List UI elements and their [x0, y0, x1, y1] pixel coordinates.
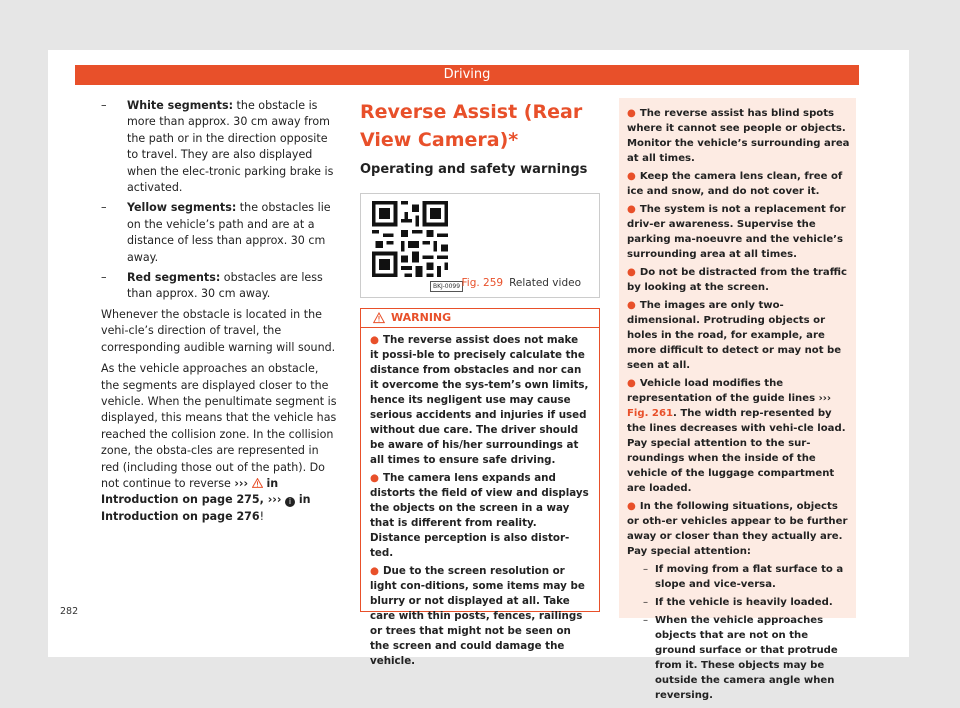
warning-text: The camera lens expands and distorts the field of view and displays the objects on the screen in a way that is different from reality. Distance perception is also distor-ted. [370, 472, 589, 559]
warning-box [360, 308, 600, 667]
warning-text: In the following situations, objects or oth-er vehicles appear to be further away or closer than they actually are. Pay special attention: [627, 501, 848, 557]
list-item [627, 169, 850, 199]
segment-label: White segments: [127, 99, 234, 112]
sub-item-text: If the vehicle is heavily loaded. [655, 597, 833, 608]
bullet: ● [370, 565, 379, 577]
column-left [101, 98, 337, 530]
page-reference[interactable]: in Introduction on page 276 [101, 493, 311, 523]
segment-text: the obstacles lie on the vehicle’s path and are at a distance of less than approx. 30 cm away. [127, 201, 331, 264]
bullet: ● [370, 334, 379, 346]
bullet: ● [370, 472, 379, 484]
warning-header [361, 309, 599, 328]
sub-item-text: When the vehicle approaches objects that are not on the ground surface or that protrude from it. These objects may be outside the camera angle when reversing. [655, 615, 838, 701]
warning-text: Do not be distracted from the traffic by looking at the screen. [627, 267, 847, 293]
warning-icon [252, 478, 263, 488]
figure-link[interactable]: Fig. 261 [627, 408, 673, 419]
section-subtitle: Operating and safety warnings [360, 162, 588, 177]
figure-number: Fig. 259 [461, 277, 504, 289]
list-item [370, 471, 590, 561]
figure-caption-text: Related video [509, 277, 581, 289]
bullet: ● [627, 204, 636, 215]
bullet: ● [627, 300, 636, 311]
list-item [370, 564, 590, 669]
warning-title: WARNING [391, 311, 452, 324]
list-item [101, 200, 337, 266]
segment-text: the obstacle is more than approx. 30 cm away from the path or in the direction opposite to travel. They are also displayed when the elec-tronic parking brake is activated. [127, 99, 334, 195]
list-item [627, 499, 850, 559]
bullet: ● [627, 267, 636, 278]
ref-arrows: ››› [818, 393, 832, 404]
column-middle [360, 98, 600, 667]
warning-text: Keep the camera lens clean, free of ice and snow, and do not cover it. [627, 171, 843, 197]
page-number: 282 [60, 606, 79, 617]
section-title: Reverse Assist (Rear View Camera)* [360, 101, 583, 151]
punctuation: ! [259, 509, 265, 523]
bullet: ● [627, 378, 636, 389]
list-item [627, 265, 850, 295]
page-header: Driving [75, 65, 859, 85]
list-item [627, 202, 850, 262]
list-item [370, 333, 590, 468]
ref-arrows: ››› [267, 493, 282, 507]
sub-list-item [627, 613, 850, 703]
figure-caption [462, 277, 581, 289]
warning-text: The system is not a replacement for driv-er awareness. Supervise the parking ma-noeuvre and the vehicle’s surrounding area at all times. [627, 204, 846, 260]
dash: – [101, 99, 107, 112]
dash: – [643, 597, 649, 608]
list-item [627, 376, 850, 496]
sub-list-item [627, 562, 850, 592]
warning-continuation [619, 98, 856, 701]
warning-text: The images are only two-dimensional. Protruding objects or holes in the road, for example, are more difficult to detect or may not be seen at all. [627, 300, 842, 371]
segment-text: obstacles are less than approx. 30 cm away. [127, 271, 323, 301]
list-item [101, 270, 337, 303]
paragraph: Whenever the obstacle is located in the vehi-cle’s direction of travel, the corresponding audible warning will sound. [101, 307, 336, 354]
dash: – [101, 201, 107, 215]
paragraph [101, 361, 337, 525]
dash: – [101, 271, 107, 285]
segment-label: Red segments: [127, 271, 221, 285]
dash: – [643, 564, 649, 575]
sub-item-text: If moving from a flat surface to a slope and vice-versa. [655, 564, 844, 590]
list-item [627, 298, 850, 373]
warning-text: The reverse assist does not make it possi-ble to precisely calculate the distance from obstacles and nor can it overcome the sys-tem’s own limits, hence its negligent use may cause serious accidents and injuries if used without due care. The driver should be aware of his/her surroundings at all times to ensure safe driving. [370, 334, 589, 466]
paragraph-text: As the vehicle approaches an obstacle, the segments are displayed closer to the vehicle. When the penultimate segment is displayed, this means that the vehicle has reached the collision zone. In the collision zone, the obsta-cles are represented in red (including those out of the path). Do not continue to reverse [101, 362, 337, 490]
qr-code-icon[interactable] [372, 201, 448, 277]
bullet: ● [627, 108, 636, 119]
bullet: ● [627, 501, 636, 512]
list-item [627, 106, 850, 166]
bullet: ● [627, 171, 636, 182]
sub-list-item [627, 595, 850, 610]
warning-text: Due to the screen resolution or light con-ditions, some items may be blurry or not displayed at all. Take care with thin posts, fences, railings or trees that might not be seen on the screen and could damage the vehicle. [370, 565, 585, 667]
ref-arrows: ››› [234, 476, 249, 490]
warning-text: The reverse assist has blind spots where it cannot see people or objects. Monitor the vehicle’s surrounding area at all times. [627, 108, 850, 164]
warning-text: Vehicle load modifies the representation of the guide lines [627, 378, 819, 404]
warning-text: . The width rep-resented by the lines decreases with vehi-cle load. Pay special attention to the sur-roundings when the inside of the vehicle of the luggage compartment are loaded. [627, 408, 846, 494]
warning-icon [373, 312, 385, 324]
warning-body [361, 328, 599, 669]
segment-label: Yellow segments: [127, 201, 237, 215]
list-item [101, 98, 337, 196]
page-reference[interactable]: in Introduction on page 275, [101, 476, 279, 507]
figure-box [360, 193, 600, 298]
dash: – [643, 615, 649, 626]
info-icon: i [285, 497, 295, 507]
figure-code: BKJ-0099 [430, 281, 463, 292]
